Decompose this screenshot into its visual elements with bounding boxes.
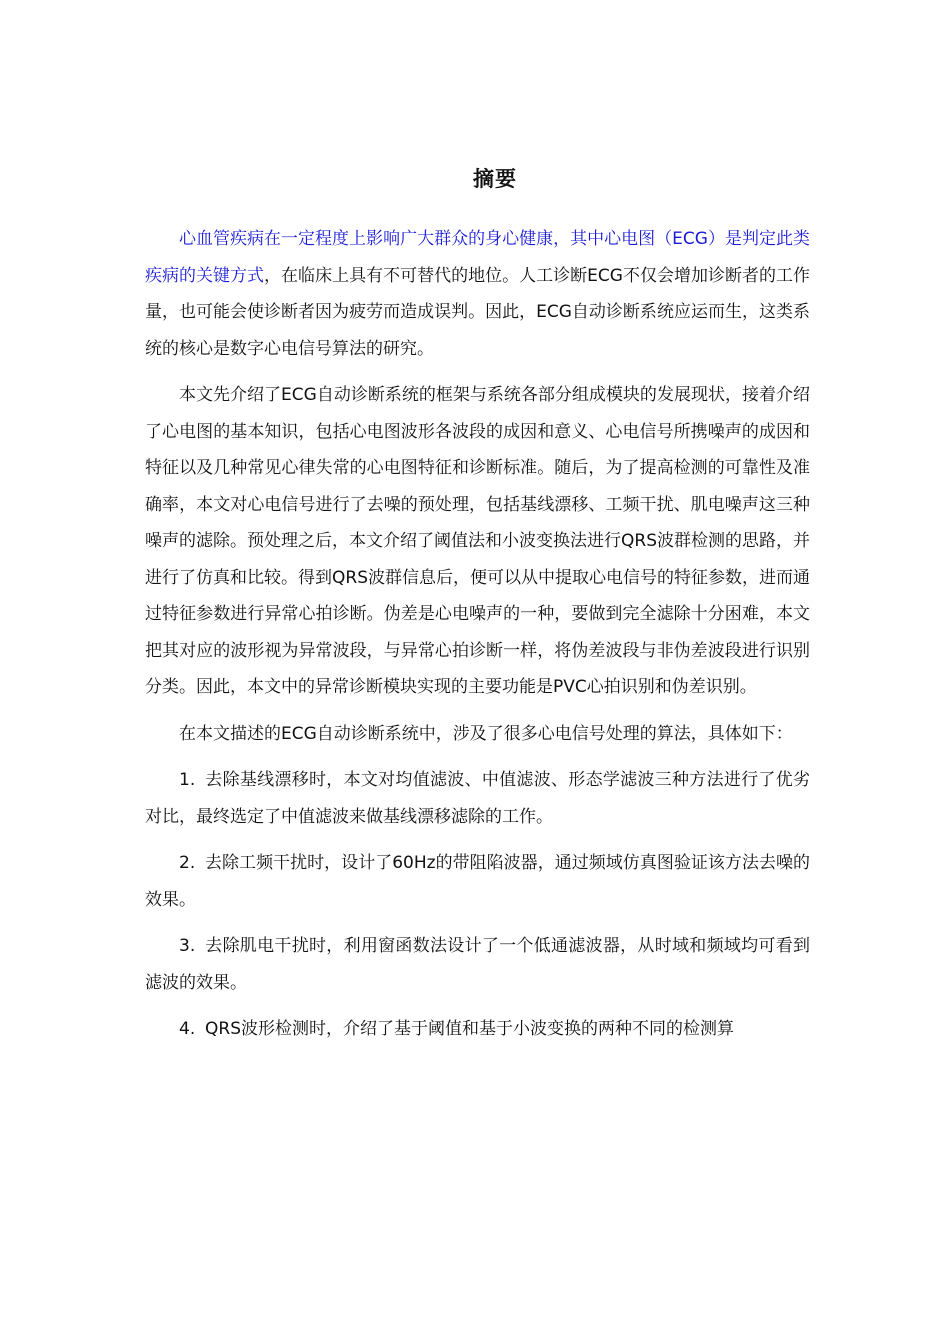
list-item-number: 2. [179, 853, 196, 873]
list-item [145, 928, 810, 1001]
page-title: 摘要 [473, 167, 517, 191]
paragraph-1 [145, 221, 810, 367]
list-item-text: 去除工频干扰时，设计了60Hz的带阻陷波器，通过频域仿真图验证该方法去噪的效果。 [145, 853, 810, 910]
list-item [145, 1011, 810, 1048]
list-item-text: 去除肌电干扰时，利用窗函数法设计了一个低通滤波器，从时域和频域均可看到滤波的效果。 [145, 936, 810, 993]
list-item [145, 762, 810, 835]
list-item-number: 4. [179, 1019, 196, 1039]
list-item-number: 3. [179, 936, 196, 956]
list-item-text: 去除基线漂移时，本文对均值滤波、中值滤波、形态学滤波三种方法进行了优劣对比，最终选定了中值滤波来做基线漂移滤除的工作。 [145, 770, 810, 827]
list-item [145, 845, 810, 918]
list-item-number: 1. [179, 770, 196, 790]
paragraph-3: 在本文描述的ECG自动诊断系统中，涉及了很多心电信号处理的算法，具体如下： [179, 723, 793, 744]
paragraph-1-highlight: 心血管疾病在一定程度上影响广大群众的身心健康，其中心电图（ECG）是判定此类疾病的关键方式 [145, 229, 810, 286]
abstract-body [145, 221, 810, 1058]
paragraph-2: 本文先介绍了ECG自动诊断系统的框架与系统各部分组成模块的发展现状，接着介绍了心电图的基本知识，包括心电图波形各波段的成因和意义、心电信号所携噪声的成因和特征以及几种常见心律失常的心电图特征和诊断标准。随后，为了提高检测的可靠性及准确率，本文对心电信号进行了去噪的预处理，包括基线漂移、工频干扰、肌电噪声这三种噪声的滤除。预处理之后，本文介绍了阈值法和小波变换法进行QRS波群检测的思路，并进行了仿真和比较。得到QRS波群信息后，便可以从中提取心电信号的特征参数，进而通过特征参数进行异常心拍诊断。伪差是心电噪声的一种，要做到完全滤除十分困难，本文把其对应的波形视为异常波段，与异常心拍诊断一样，将伪差波段与非伪差波段进行识别分类。因此，本文中的异常诊断模块实现的主要功能是PVC心拍识别和伪差识别。 [145, 385, 810, 697]
list-item-text: QRS波形检测时，介绍了基于阈值和基于小波变换的两种不同的检测算 [205, 1019, 734, 1039]
paragraph-1-text: ，在临床上具有不可替代的地位。人工诊断ECG不仅会增加诊断者的工作量，也可能会使诊断者因为疲劳而造成误判。因此，ECG自动诊断系统应运而生，这类系统的核心是数字心电信号算法的研究。 [145, 265, 810, 359]
